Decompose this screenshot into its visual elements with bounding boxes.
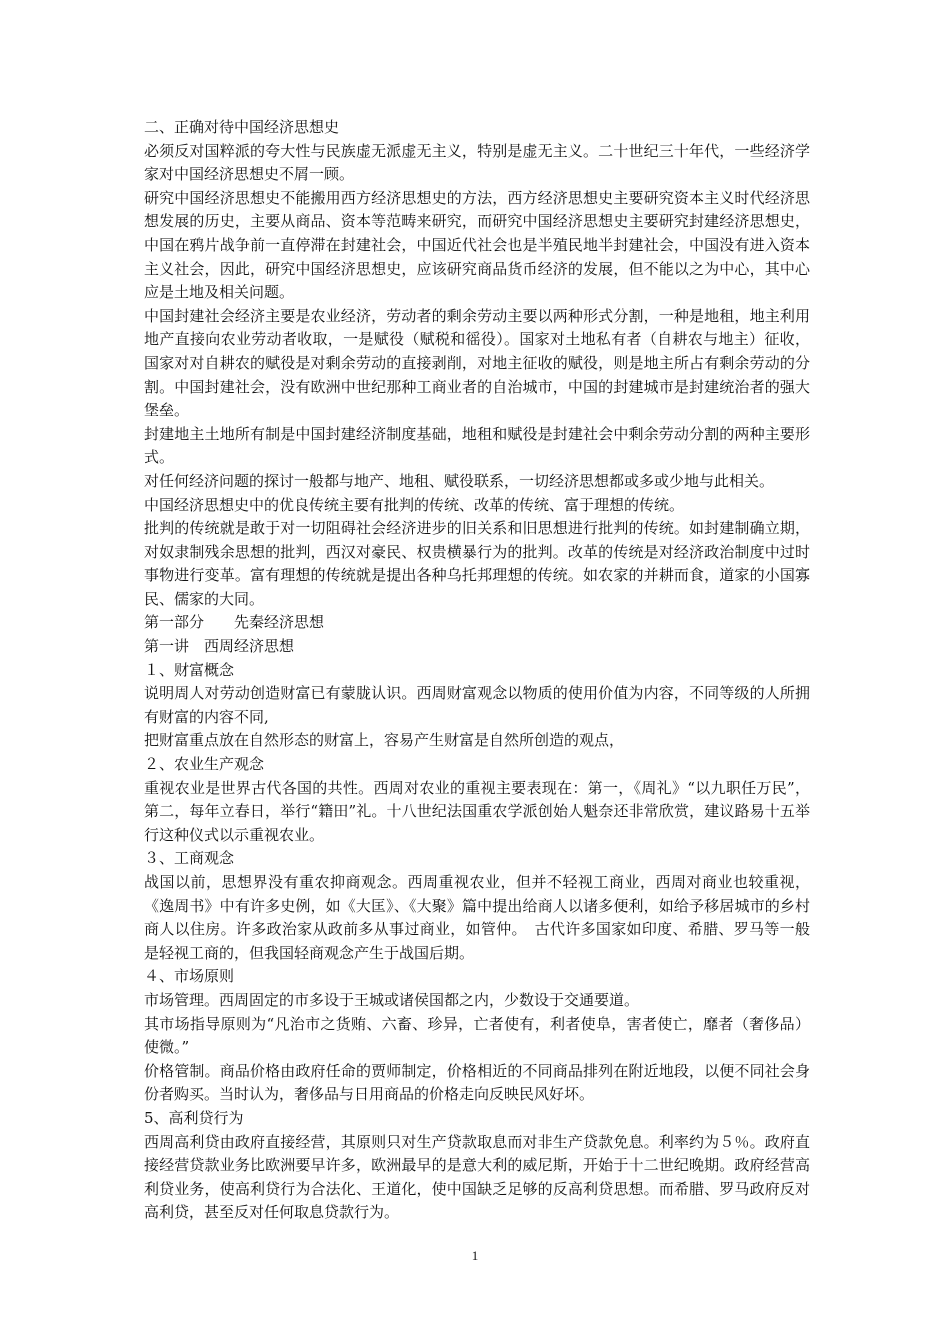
paragraph: 战国以前，思想界没有重农抑商观念。西周重视农业，但并不轻视工商业，西周对商业也较重视，《逸周书》中有许多史例，如《大匡》、《大聚》篇中提出给商人以诸多便利，如给予移居城市的乡村商人以住房。许多政治家从政前多从事过商业，如管仲。 古代许多国家如印度、希腊、罗马等一般是轻视工商的，但我国轻商观念产生于战国后期。 xyxy=(144,873,810,962)
paragraph: 西周高利贷由政府直接经营，其原则只对生产贷款取息而对非生产贷款免息。利率约为５％。政府直接经营贷款业务比欧洲要早许多，欧洲最早的是意大利的威尼斯，开始于十二世纪晚期。政府经营高利贷业务，使高利贷行为合法化、王道化，使中国缺乏足够的反高利贷思想。而希腊、罗马政府反对高利贷，甚至反对任何取息贷款行为。 xyxy=(144,1132,810,1222)
section-heading: 二、正确对待中国经济思想史 xyxy=(144,118,340,136)
subsection-heading: ２、农业生产观念 xyxy=(144,755,265,774)
paragraph: 必须反对国粹派的夸大性与民族虚无派虚无主义，特别是虚无主义。二十世纪三十年代，一些经济学家对中国经济思想史不屑一顾。 xyxy=(144,141,810,184)
part-heading: 第一部分 先秦经济思想 xyxy=(144,613,325,632)
paragraph: 价格管制。商品价格由政府任命的贾师制定，价格相近的不同商品排列在附近地段，以便不同社会身份者购买。当时认为，奢侈品与日用商品的价格走向反映民风好坏。 xyxy=(144,1061,810,1104)
paragraph: 其市场指导原则为“凡治市之货贿、六畜、珍异，亡者使有，利者使阜，害者使亡，靡者（奢侈品）使微。” xyxy=(144,1014,810,1057)
paragraph: 市场管理。西周固定的市多设于王城或诸侯国都之内，少数设于交通要道。 xyxy=(144,990,640,1009)
paragraph: 对任何经济问题的探讨一般都与地产、地租、赋役联系，一切经济思想都或多或少地与此相关。 xyxy=(144,471,775,490)
paragraph: 重视农业是世界古代各国的共性。西周对农业的重视主要表现在：第一，《周礼》“以九职任万民”，第二，每年立春日，举行“籍田”礼。十八世纪法国重农学派创始人魁奈还非常欣赏，建议路易十五举行这种仪式以示重视农业。 xyxy=(144,778,810,844)
paragraph: 中国封建社会经济主要是农业经济，劳动者的剩余劳动主要以两种形式分割，一种是地租，地主利用地产直接向农业劳动者收取，一是赋役（赋税和徭役）。国家对土地私有者（自耕农与地主）征收，国家对对自耕农的赋役是对剩余劳动的直接剥削，对地主征收的赋役，则是地主所占有剩余劳动的分割。中国封建社会，没有欧洲中世纪那种工商业者的自治城市，中国的封建城市是封建统治者的强大堡垒。 xyxy=(144,306,810,420)
subsection-heading: 5、高利贷行为 xyxy=(144,1108,244,1127)
subsection-heading: ３、工商观念 xyxy=(144,849,235,868)
paragraph: 批判的传统就是敢于对一切阻碍社会经济进步的旧关系和旧思想进行批判的传统。如封建制确立期，对奴隶制残余思想的批判，西汉对豪民、权贵横暴行为的批判。改革的传统是对经济政治制度中过时事物进行变革。富有理想的传统就是提出各种乌托邦理想的传统。如农家的并耕而食，道家的小国寡民、儒家的大同。 xyxy=(144,519,810,608)
subsection-heading: １、财富概念 xyxy=(144,660,235,679)
lecture-heading: 第一讲 西周经济思想 xyxy=(144,637,295,656)
paragraph: 中国经济思想史中的优良传统主要有批判的传统、改革的传统、富于理想的传统。 xyxy=(144,495,685,514)
paragraph: 封建地主土地所有制是中国封建经济制度基础，地租和赋役是封建社会中剩余劳动分割的两种主要形式。 xyxy=(144,424,810,467)
page-number: 1 xyxy=(471,1248,479,1263)
document-body xyxy=(144,116,810,1225)
subsection-heading: ４、市场原则 xyxy=(144,967,235,986)
paragraph: 研究中国经济思想史不能搬用西方经济思想史的方法，西方经济思想史主要研究资本主义时代经济思想发展的历史，主要从商品、资本等范畴来研究，而研究中国经济思想史主要研究封建经济思想史，中国在鸦片战争前一直停滞在封建社会，中国近代社会也是半殖民地半封建社会，中国没有进入资本主义社会，因此，研究中国经济思想史，应该研究商品货币经济的发展，但不能以之为中心，其中心应是土地及相关问题。 xyxy=(144,188,810,302)
paragraph: 把财富重点放在自然形态的财富上，容易产生财富是自然所创造的观点， xyxy=(144,731,625,750)
paragraph: 说明周人对劳动创造财富已有蒙胧认识。西周财富观念以物质的使用价值为内容，不同等级的人所拥有财富的内容不同, xyxy=(144,684,810,726)
